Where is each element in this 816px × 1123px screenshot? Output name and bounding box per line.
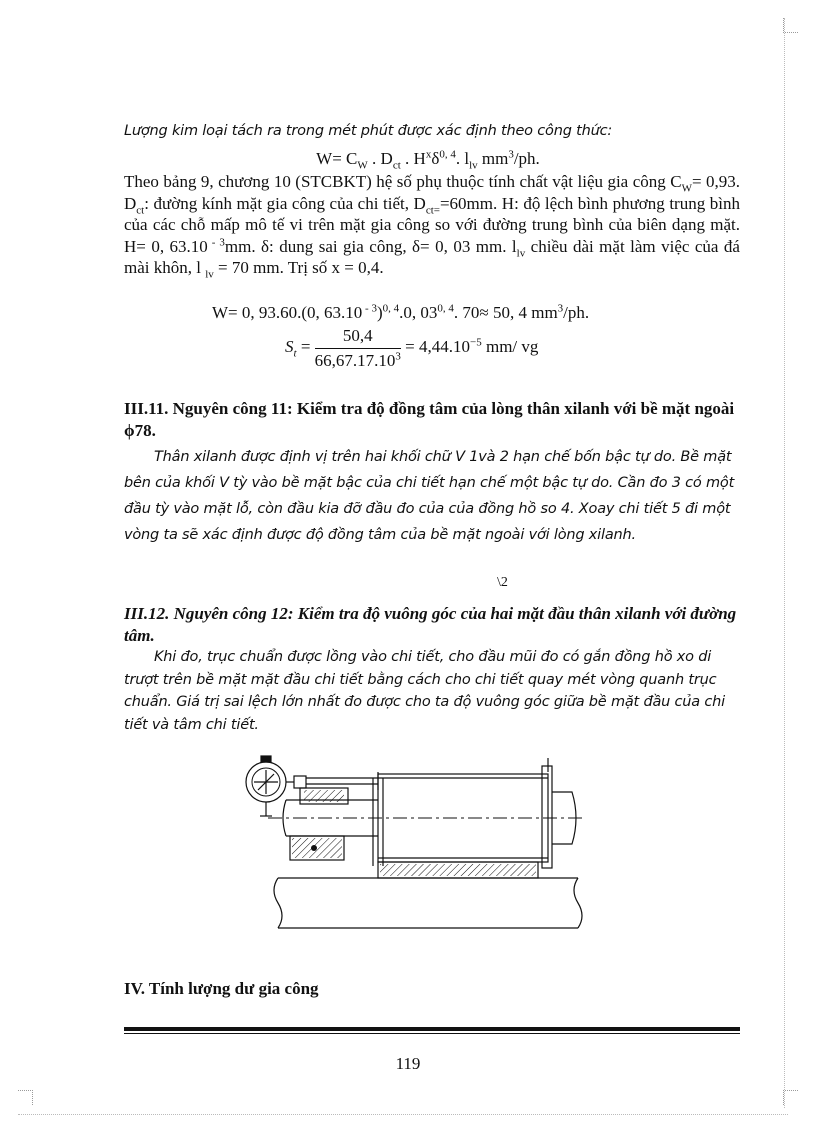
- paragraph-coefficients: Theo bảng 9, chương 10 (STCBKT) hệ số phụ thuộc tính chất vật liệu gia công $C_W= 0,93$. $D_{ct}$: đường kính mặt gia công của chi tiết, $D_{ct=}=60mm$. H: độ lệch bình phương trung bình của các chỗ mấp mô tế vi trên mặt gia công so với đường trung bình của biên dạng mặt. H= 0, 63.10 $^{- 3}$mm. δ: dung sai gia công, δ= 0, 03 mm. $l_{lv}$ chiều dài mặt làm việc của đá mài khôn, l $_{lv}$ = 70 mm. Trị số x = 0,4.: [124, 172, 741, 281]
- page-number: 119: [395, 1054, 421, 1073]
- pin-icon: [311, 845, 317, 851]
- page-edge-line: [18, 1114, 788, 1115]
- footer-rule-thin: [124, 1033, 740, 1034]
- page-edge-line: [784, 18, 785, 1108]
- footer-rule: [124, 1027, 740, 1031]
- formula-w: $W= C_W$ . $D_{ct}$ . $H^x\delta^{0, 4}$. $l_{lv}$ $mm^3/ph$.: [316, 148, 540, 172]
- calc-w: W= 0, 93.60.(0, 63.10 $^{- 3}$)$^{0, 4}$.0, 03$^{0, 4}$. 70≈ 50, 4 $mm^3/ph$.: [212, 302, 590, 322]
- margin-mark: \2: [497, 575, 508, 590]
- heading-iii-12: III.12. Nguyên công 12: Kiểm tra độ vuông góc của hai mặt đầu thân xilanh với đường tâm.: [124, 604, 737, 645]
- calc-s: $S_t$ = $\frac{50,4}{66,67.17.10^3}$ = $4,44.10^{-5}$ mm/ vg: [285, 326, 539, 370]
- measurement-diagram: [228, 748, 588, 948]
- heading-iv: IV. Tính lượng dư gia công: [124, 979, 319, 998]
- intro-line: Lượng kim loại tách ra trong mét phút được xác định theo công thức:: [124, 123, 613, 139]
- page-corner-mark: [783, 1090, 798, 1105]
- fraction: $\frac{50,4}{66,67.17.10^3}$: [314, 326, 401, 370]
- page-corner-mark: [783, 18, 798, 33]
- page-corner-mark: [18, 1090, 33, 1105]
- paragraph-iii-11: Thân xilanh được định vị trên hai khối chữ V 1và 2 hạn chế bốn bậc tự do. Bề mặt bên của khối V tỳ vào bề mặt bậc của chi tiết hạn chế một bậc tự do. Cần đo 3 có một đầu tỳ vào mặt lỗ, còn đầu kia đỡ đầu đo của của đồng hồ so 4. Xoay chi tiết 5 đi một vòng ta sẽ xác định được độ đồng tâm của bề mặt ngoài với lòng xilanh.: [124, 449, 735, 543]
- paragraph-iii-12: Khi đo, trục chuẩn được lồng vào chi tiết, cho đầu mũi đo có gắn đồng hồ xo di trượt trên bề mặt mặt đầu chi tiết bằng cách cho chi tiết quay mét vòng quanh trục chuẩn. Giá trị sai lệch lớn nhất đo được cho ta độ vuông góc giữa bề mặt đầu của chi tiết và tâm chi tiết.: [124, 649, 725, 733]
- heading-iii-11: III.11. Nguyên công 11: Kiểm tra độ đồng tâm của lòng thân xilanh với bề mặt ngoài ϕ78.: [124, 399, 735, 440]
